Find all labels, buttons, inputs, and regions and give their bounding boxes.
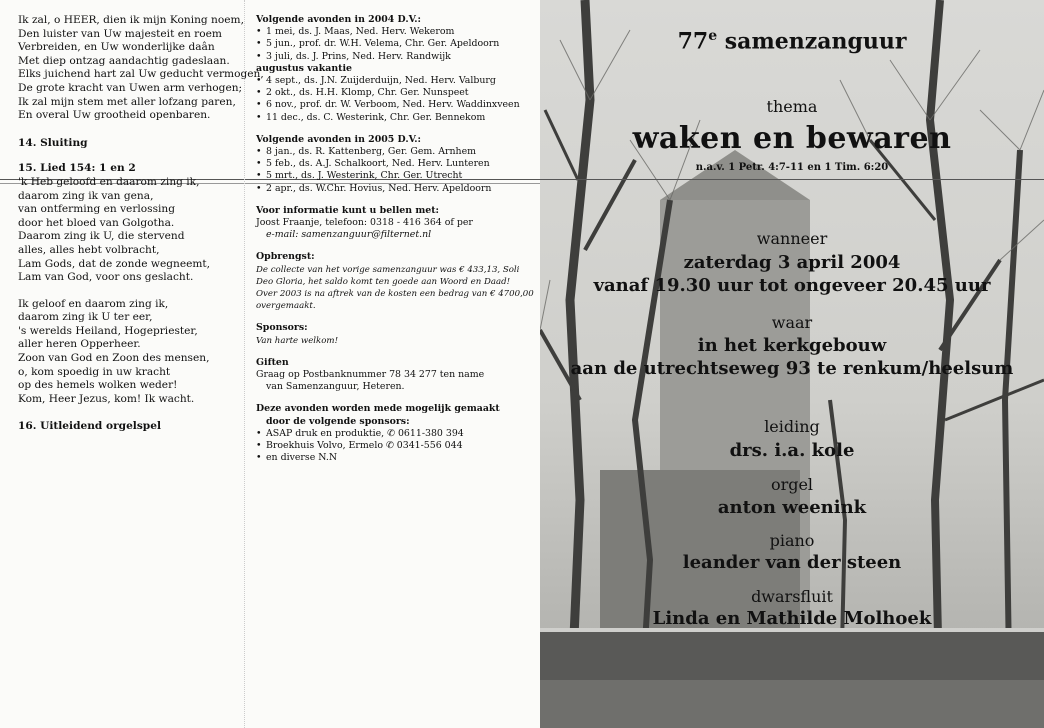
heading-2004: Volgende avonden in 2004 D.V.: [256, 14, 421, 25]
thema-ref: n.a.v. 1 Petr. 4:7-11 en 1 Tim. 6:20 [695, 162, 889, 173]
event-time: vanaf 19.30 uur tot ongeveer 20.45 uur [593, 275, 991, 296]
sponsor-list [256, 428, 536, 465]
schedule-2004-a [256, 26, 536, 63]
schedule-item: • 5 jun., prof. dr. W.H. Velema, Chr. Ger. Apeldoorn [256, 38, 536, 50]
cover-sup: e [708, 28, 718, 44]
schedule-2005 [256, 146, 536, 195]
cover-title-text: samenzanguur [724, 28, 907, 55]
thema-title: waken en bewaren [632, 121, 952, 156]
psalm-verse [18, 14, 264, 123]
sponsor-item: • ASAP druk en produktie, ✆ 0611-380 394 [256, 428, 536, 440]
orgel-name: anton weenink [717, 497, 867, 518]
leiding-name: drs. i.a. kole [729, 440, 855, 461]
dwarsfluit-name: Linda en Mathilde Molhoek [652, 608, 932, 629]
stanza-line: Ik geloof en daarom zing ik, [18, 297, 169, 310]
schedule-item: • 5 mrt., ds. J. Westerink, Chr. Ger. Utrecht [256, 170, 536, 182]
heading-orgelspel: 16. Uitleidend orgelspel [18, 420, 161, 433]
schedule-item: • 5 feb., ds. A.J. Schalkoort, Ned. Herv. Lunteren [256, 158, 536, 170]
opbrengst-line: overgemaakt. [256, 301, 316, 312]
stanza-line: aller heren Opperheer. [18, 338, 141, 351]
stanza-line: Lam Gods, dat de zonde wegneemt, [18, 257, 211, 270]
opbrengst-line: De collecte van het vorige samenzanguur was € 433,13, Soli [256, 264, 520, 275]
heading-lied: 15. Lied 154: 1 en 2 [18, 162, 136, 175]
column-divider [244, 0, 246, 728]
event-date: zaterdag 3 april 2004 [683, 252, 901, 273]
info-heading: Voor informatie kunt u bellen met: [256, 204, 440, 216]
sponsors-text: Van harte welkom! [256, 335, 339, 346]
left-column [18, 14, 264, 434]
giften-line: Graag op Postbanknummer 78 34 277 ten name [256, 369, 485, 381]
vakantie-label: augustus vakantie [256, 62, 352, 74]
stanza-line: daarom zing ik U ter eer, [18, 311, 153, 324]
schedule-item: • 3 juli, ds. J. Prins, Ned. Herv. Randwijk [256, 51, 536, 63]
opbrengst-text [256, 264, 536, 313]
leiding-label: leiding [764, 417, 820, 436]
deze-heading: Deze avonden worden mede mogelijk gemaakt [256, 403, 500, 415]
verse-line: Den luister van Uw majesteit en roem [18, 27, 222, 40]
place-line-2: aan de utrechtseweg 93 te renkum/heelsum [570, 358, 1014, 379]
heading-sluiting: 14. Sluiting [18, 136, 88, 149]
piano-label: piano [769, 531, 815, 550]
giften-heading: Giften [256, 356, 289, 368]
waar-label: waar [771, 313, 813, 332]
dwarsfluit-label: dwarsfluit [751, 587, 833, 606]
verse-line: Verbreiden, en Uw wonderlijke daân [18, 41, 215, 54]
verse-line: Ik zal, o HEER, dien ik mijn Koning noem, [18, 14, 244, 26]
stanza-line: Lam van God, voor ons geslacht. [18, 271, 194, 284]
verse-line: De grote kracht van Uwen arm verhogen; [18, 81, 243, 94]
middle-column [256, 14, 536, 465]
giften-line: van Samenzanguur, Heteren. [266, 381, 405, 393]
schedule-item: • 1 mei, ds. J. Maas, Ned. Herv. Wekerom [256, 26, 536, 38]
stanza-line: Zoon van God en Zoon des mensen, [18, 352, 210, 365]
schedule-item: • 8 jan., ds. R. Kattenberg, Ger. Gem. Arnhem [256, 146, 536, 158]
sponsors-heading: Sponsors: [256, 322, 308, 334]
stanza-2 [18, 298, 243, 407]
stanza-line: van ontferming en verlossing [18, 203, 176, 216]
verse-line: Elks juichend hart zal Uw geducht vermogen, [18, 68, 264, 81]
wanneer-label: wanneer [756, 229, 828, 248]
verse-line: Met diep ontzag aandachtig gadeslaan. [18, 54, 230, 67]
stanza-line: Daarom zing ik U, die stervend [18, 230, 185, 243]
stanza-line: door het bloed van Golgotha. [18, 216, 175, 229]
stanza-line: 'k Heb geloofd en daarom zing ik, [18, 175, 200, 188]
orgel-label: orgel [770, 475, 814, 494]
schedule-item: • 4 sept., ds. J.N. Zuijderduijn, Ned. Herv. Valburg [256, 75, 536, 87]
stanza-line: 's werelds Heiland, Hogepriester, [18, 324, 198, 337]
sponsor-item: • en diverse N.N [256, 452, 536, 464]
schedule-2004-b [256, 75, 536, 124]
stanza-line: Kom, Heer Jezus, kom! Ik wacht. [18, 392, 195, 405]
schedule-item: • 2 apr., ds. W.Chr. Hovius, Ned. Herv. Apeldoorn [256, 183, 536, 195]
schedule-item: • 11 dec., ds. C. Westerink, Chr. Ger. Bennekom [256, 112, 536, 124]
thema-label: thema [766, 97, 818, 116]
schedule-item: • 2 okt., ds. H.H. Klomp, Chr. Ger. Nunspeet [256, 87, 536, 99]
cover-title [540, 28, 1044, 54]
verse-line: En overal Uw grootheid openbaren. [18, 109, 211, 122]
opbrengst-heading: Opbrengst: [256, 251, 315, 263]
piano-name: leander van der steen [682, 552, 902, 573]
deze-heading-2: door de volgende sponsors: [266, 415, 410, 427]
schedule-item: • 6 nov., prof. dr. W. Verboom, Ned. Herv. Waddinxveen [256, 99, 536, 111]
stanza-line: daarom zing ik van gena, [18, 189, 154, 202]
stanza-1 [18, 176, 243, 285]
stanza-line: op des hemels wolken weder! [18, 379, 178, 392]
info-email: e-mail: samenzanguur@filternet.nl [266, 229, 432, 241]
info-phone: Joost Fraanje, telefoon: 0318 - 416 364 of per [256, 217, 473, 229]
heading-2005: Volgende avonden in 2005 D.V.: [256, 133, 421, 145]
place-line-1: in het kerkgebouw [697, 335, 887, 356]
opbrengst-line: Over 2003 is na aftrek van de kosten een bedrag van € 4700,00 [256, 289, 534, 300]
opbrengst-line: Deo Gloria, het saldo komt ten goede aan Woord en Daad! [256, 276, 511, 287]
stanza-line: alles, alles hebt volbracht, [18, 243, 160, 256]
verse-line: Ik zal mijn stem met aller lofzang paren, [18, 95, 236, 108]
sponsor-item: • Broekhuis Volvo, Ermelo ✆ 0341-556 044 [256, 440, 536, 452]
cover-number: 77 [677, 28, 709, 55]
stanza-line: o, kom spoedig in uw kracht [18, 365, 171, 378]
